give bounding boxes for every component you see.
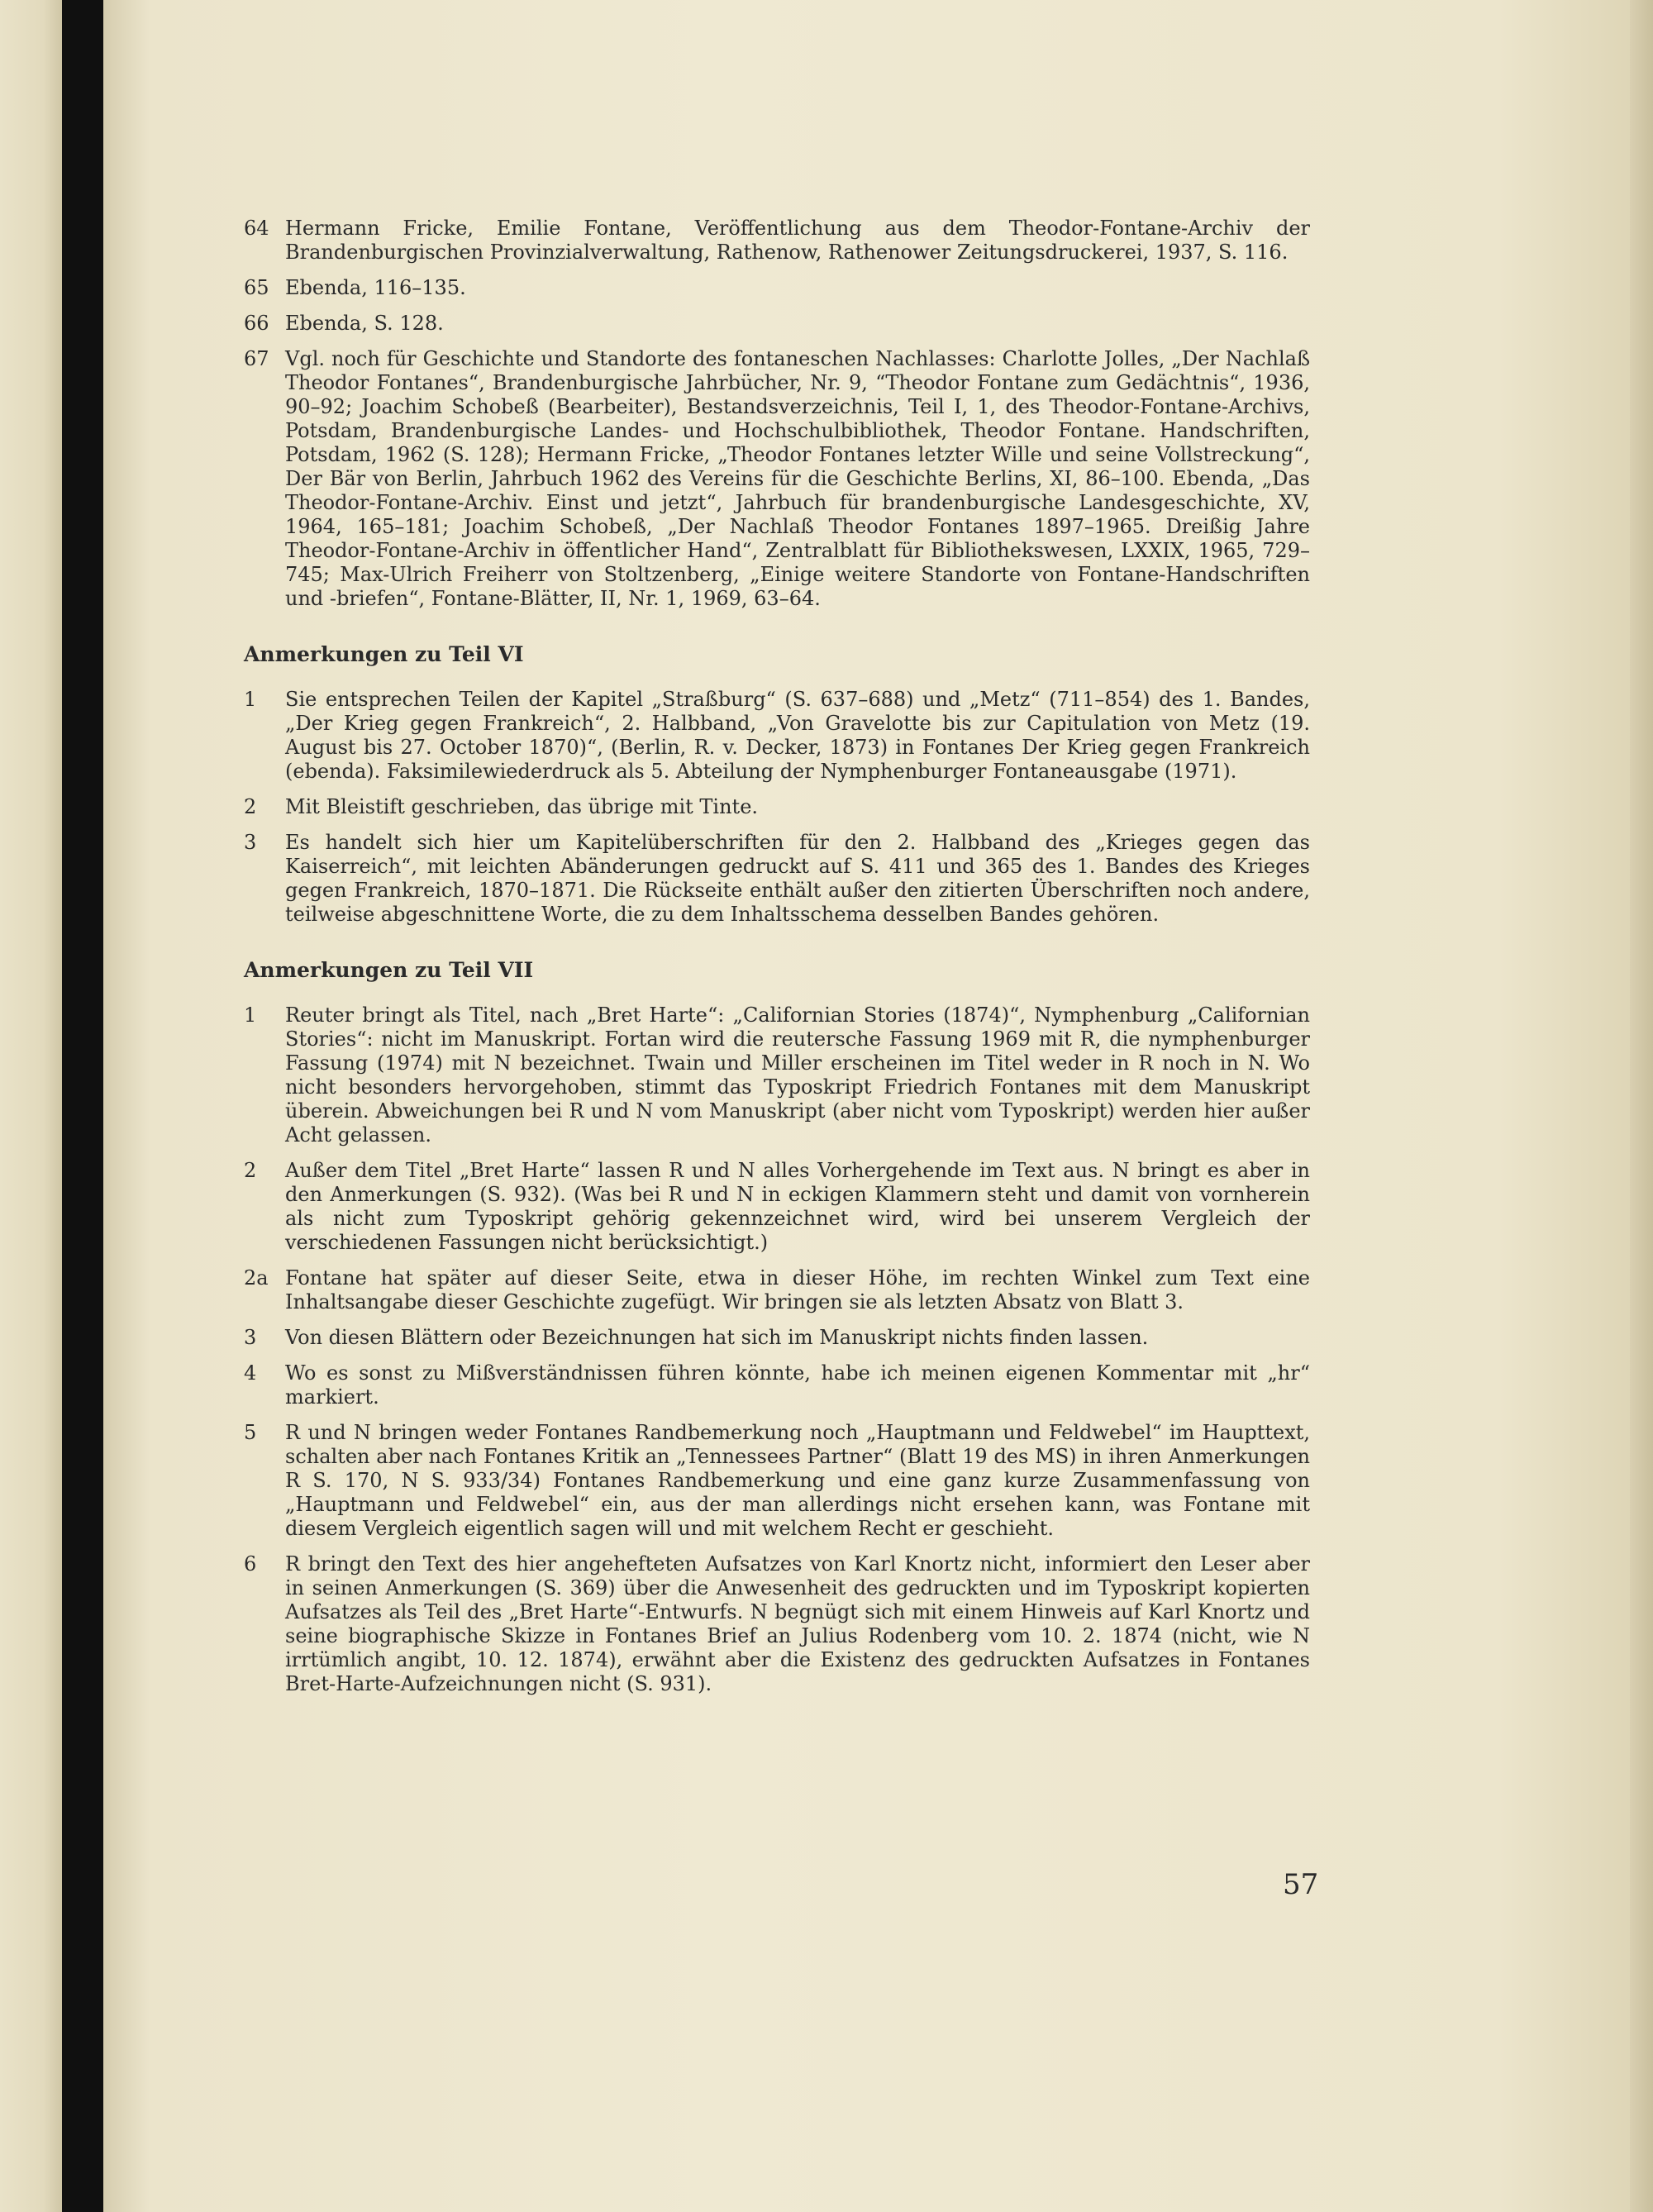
note-item: [244, 1159, 1310, 1255]
note-text: R und N bringen weder Fontanes Randbemerkung noch „Hauptmann und Feldwebel“ im Haupttext, schalten aber nach Fontanes Kritik an „Tennessees Partner“ (Blatt 19 des MS) in ihren Anmerkungen R S. 170, N S. 933/34) Fontanes Randbemerkung und eine ganz kurze Zusammenfassung von „Hauptmann und Feldwebel“ ein, aus der man allerdings nicht ersehen kann, was Fontane mit diesem Vergleich eigentlich sagen will und mit welchem Recht er geschieht.: [285, 1421, 1310, 1540]
previous-page-edge: [0, 0, 62, 2212]
note-item: [244, 831, 1310, 927]
section-heading-teil-vii: Anmerkungen zu Teil VII: [244, 958, 534, 982]
note-text: Mit Bleistift geschrieben, das übrige mit Tinte.: [285, 795, 759, 818]
note-item: [244, 1266, 1310, 1314]
note-text: Außer dem Titel „Bret Harte“ lassen R und N alles Vorhergehende im Text aus. N bringt es aber in den Anmerkungen (S. 932). (Was bei R und N in eckigen Klammern steht und damit von vornherein als nicht zum Typoskript gehörig gekennzeichnet wird, wird bei unserem Vergleich der verschiedenen Fassungen nicht berücksichtigt.): [285, 1159, 1310, 1254]
note-item: [244, 1004, 1310, 1147]
note-number: 66: [244, 312, 269, 335]
note-text: Reuter bringt als Titel, nach „Bret Harte“: „Californian Stories (1874)“, Nymphenburg „Californian Stories“: nicht im Manuskript. Fortan wird die reutersche Fassung 1969 mit R, die nymphenburger Fassung (1974) mit N bezeichnet. Twain und Miller erscheinen im Titel weder in R noch in N. Wo nicht besonders hervorgehoben, stimmt das Typoskript Friedrich Fontanes mit dem Manuskript überein. Abweichungen bei R und N vom Manuskript (aber nicht vom Typoskript) werden hier außer Acht gelassen.: [285, 1004, 1310, 1147]
note-text: Ebenda, 116–135.: [285, 276, 466, 299]
note-number: 6: [244, 1552, 257, 1576]
book-gutter: [62, 0, 103, 2212]
note-number: 2a: [244, 1266, 269, 1290]
note-number: 3: [244, 831, 257, 854]
page-content: [244, 217, 1310, 1708]
note-text: R bringt den Text des hier angehefteten Aufsatzes von Karl Knortz nicht, informiert den Leser aber in seinen Anmerkungen (S. 369) über die Anwesenheit des gedruckten und im Typoskript kopierten Aufsatzes als Teil des „Bret Harte“-Entwurfs. N begnügt sich mit einem Hinweis auf Karl Knortz und seine biographische Skizze in Fontanes Brief an Julius Rodenberg vom 10. 2. 1874 (nicht, wie N irrtümlich angibt, 10. 12. 1874), erwähnt aber die Existenz des gedruckten Aufsatzes in Fontanes Bret-Harte-Aufzeichnungen nicht (S. 931).: [285, 1552, 1310, 1695]
note-number: 5: [244, 1421, 257, 1444]
notes-section-b: [244, 688, 1310, 927]
note-item: [244, 347, 1310, 611]
note-item: [244, 688, 1310, 784]
note-item: [244, 1326, 1310, 1350]
note-item: [244, 1552, 1310, 1696]
note-item: [244, 1421, 1310, 1541]
note-number: 2: [244, 1159, 257, 1182]
note-item: [244, 276, 1310, 300]
note-number: 1: [244, 688, 257, 711]
note-number: 64: [244, 217, 269, 240]
note-text: Wo es sonst zu Mißverständnissen führen könnte, habe ich meinen eigenen Kommentar mit „hr“ markiert.: [285, 1361, 1310, 1409]
note-text: Vgl. noch für Geschichte und Standorte des fontaneschen Nachlasses: Charlotte Jolles, „Der Nachlaß Theodor Fontanes“, Brandenburgische Jahrbücher, Nr. 9, “Theodor Fontane zum Gedächtnis“, 1936, 90–92; Joachim Schobeß (Bearbeiter), Bestandsverzeichnis, Teil I, 1, des Theodor-Fontane-Archivs, Potsdam, Brandenburgische Landes- und Hochschulbibliothek, Theodor Fontane. Handschriften, Potsdam, 1962 (S. 128); Hermann Fricke, „Theodor Fontanes letzter Wille und seine Vollstreckung“, Der Bär von Berlin, Jahrbuch 1962 des Vereins für die Geschichte Berlins, XI, 86–100. Ebenda, „Das Theodor-Fontane-Archiv. Einst und jetzt“, Jahrbuch für brandenburgische Landesgeschichte, XV, 1964, 165–181; Joachim Schobeß, „Der Nachlaß Theodor Fontanes 1897–1965. Dreißig Jahre Theodor-Fontane-Archiv in öffentlicher Hand“, Zentralblatt für Bibliothekswesen, LXXIX, 1965, 729–745; Max-Ulrich Freiherr von Stoltzenberg, „Einige weitere Standorte von Fontane-Handschriften und -briefen“, Fontane-Blätter, II, Nr. 1, 1969, 63–64.: [285, 347, 1310, 610]
page-edge: [1630, 0, 1653, 2212]
note-number: 67: [244, 347, 269, 370]
section-heading-teil-vi: Anmerkungen zu Teil VI: [244, 642, 524, 666]
note-item: [244, 1361, 1310, 1409]
note-text: Sie entsprechen Teilen der Kapitel „Straßburg“ (S. 637–688) und „Metz“ (711–854) des 1. Bandes, „Der Krieg gegen Frankreich“, 2. Halbband, „Von Gravelotte bis zur Capitulation von Metz (19. August bis 27. October 1870)“, (Berlin, R. v. Decker, 1873) in Fontanes Der Krieg gegen Frankreich (ebenda). Faksimilewiederdruck als 5. Abteilung der Nymphenburger Fontaneausgabe (1971).: [285, 688, 1310, 783]
notes-section-c: [244, 1004, 1310, 1696]
note-number: 4: [244, 1361, 257, 1385]
note-number: 65: [244, 276, 269, 299]
note-text: Es handelt sich hier um Kapitelüberschriften für den 2. Halbband des „Krieges gegen das Kaiserreich“, mit leichten Abänderungen gedruckt auf S. 411 und 365 des 1. Bandes des Krieges gegen Frankreich, 1870–1871. Die Rückseite enthält außer den zitierten Überschriften noch andere, teilweise abgeschnittene Worte, die zu dem Inhaltsschema desselben Bandes gehören.: [285, 831, 1310, 926]
note-item: [244, 795, 1310, 819]
note-item: [244, 312, 1310, 336]
note-text: Hermann Fricke, Emilie Fontane, Veröffentlichung aus dem Theodor-Fontane-Archiv der Brandenburgischen Provinzialverwaltung, Rathenow, Rathenower Zeitungsdruckerei, 1937, S. 116.: [285, 217, 1310, 264]
note-text: Ebenda, S. 128.: [285, 312, 444, 335]
note-number: 3: [244, 1326, 257, 1349]
note-text: Von diesen Blättern oder Bezeichnungen hat sich im Manuskript nichts finden lassen.: [285, 1326, 1149, 1349]
note-number: 1: [244, 1004, 257, 1027]
note-item: [244, 217, 1310, 265]
note-number: 2: [244, 795, 257, 818]
notes-section-a: [244, 217, 1310, 611]
page-number: 57: [1283, 1868, 1319, 1901]
note-text: Fontane hat später auf dieser Seite, etwa in dieser Höhe, im rechten Winkel zum Text eine Inhaltsangabe dieser Geschichte zugefügt. Wir bringen sie als letzten Absatz von Blatt 3.: [285, 1266, 1310, 1313]
